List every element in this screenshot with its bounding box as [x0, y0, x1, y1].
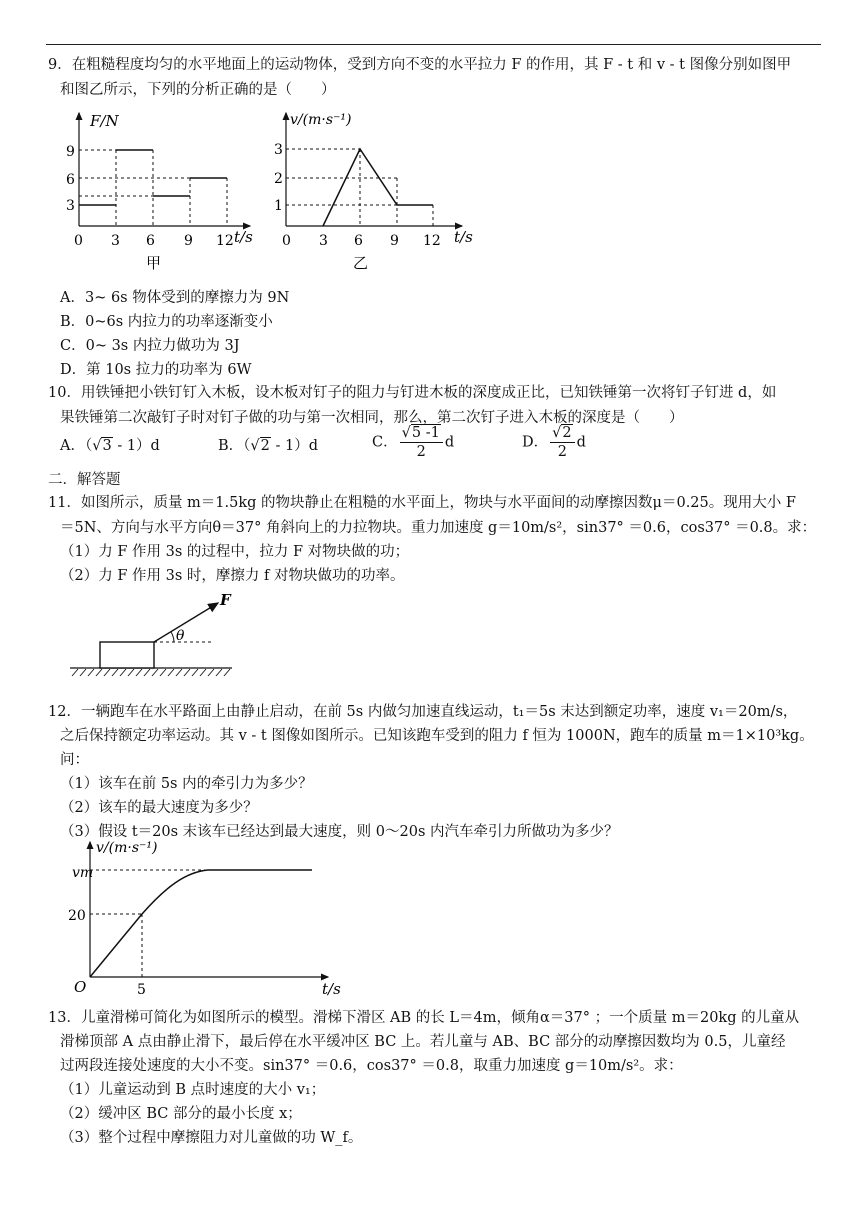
f-xtick-12: 12 [216, 233, 234, 249]
q12-sub1: （1）该车在前 5s 内的牵引力为多少？ [60, 776, 313, 792]
q10-stem-line1: 10．用铁锤把小铁钉钉入木板，设木板对钉子的阻力与钉进木板的深度成正比，已知铁锤第一次将钉子钉进 d，如 [48, 385, 777, 401]
q12-velocity-chart [60, 834, 360, 1004]
q9-stem-line1: 9．在粗糙程度均匀的水平地面上的运动物体，受到方向不变的水平拉力 F 的作用，其 F - t 和 v - t 图像分别如图甲 [48, 57, 792, 73]
v-line [323, 149, 433, 226]
q11-sub1: （1）力 F 作用 3s 的过程中，拉力 F 对物块做的功； [60, 544, 410, 560]
top-rule [46, 44, 821, 45]
q12-stem-line3: 问： [60, 752, 89, 768]
f-chart-ylabel: F/N [90, 112, 119, 130]
q9-velocity-time-chart [270, 108, 490, 283]
q10-option-a: A．（√3 - 1）d [60, 438, 160, 454]
q11-stem-line2: ＝5N、方向与水平方向θ＝37° 角斜向上的力拉物块。重力加速度 g＝10m/s²，sin37° ＝0.6，cos37° ＝0.8。求： [60, 520, 817, 536]
f-ytick-3: 3 [66, 198, 75, 214]
q13-stem-line3: 过两段连接处速度的大小不变。sin37° ＝0.6，cos37° ＝0.8，取重力加速度 g＝10m/s²。求： [60, 1058, 683, 1074]
q10-option-b: B．（√2 - 1）d [218, 438, 319, 454]
q12-sub2: （2）该车的最大速度为多少？ [60, 800, 258, 816]
q12-curve [90, 870, 312, 977]
q10-stem-line2: 果铁锤第二次敲钉子时对钉子做的功与第一次相同，那么，第二次钉子进入木板的深度是（ ） [60, 410, 684, 426]
q12-ylabel: v/(m·s⁻¹) [96, 840, 158, 856]
q12-y20: 20 [68, 908, 86, 924]
q11-block-figure [60, 590, 240, 680]
f-chart-xlabel: t/s [234, 228, 253, 246]
q12-sub3: （3）假设 t＝20s 末该车已经达到最大速度，则 0～20s 内汽车牵引力所做功为多少？ [60, 824, 619, 840]
v-xtick-3: 3 [319, 233, 328, 249]
q9-option-b: B．0~6s 内拉力的功率逐渐变小 [60, 314, 273, 330]
q9-option-c: C．0~ 3s 内拉力做功为 3J [60, 338, 240, 354]
f-xtick-0: 0 [74, 233, 83, 249]
q13-sub1: （1）儿童运动到 B 点时速度的大小 v₁； [60, 1082, 326, 1098]
q12-xlabel: t/s [322, 980, 341, 998]
f-xtick-6: 6 [146, 233, 155, 249]
q12-vm-label: vm [72, 865, 94, 881]
v-xtick-6: 6 [354, 233, 363, 249]
q9-option-a: A．3~ 6s 物体受到的摩擦力为 9N [60, 290, 290, 306]
v-ytick-3: 3 [274, 142, 283, 158]
q10-option-d: D． $\frac{√2}{2}$ d [522, 425, 586, 460]
force-arrow [154, 603, 218, 642]
q11-stem-line1: 11．如图所示，质量 m＝1.5kg 的物块静止在粗糙的水平面上，物块与水平面间的动摩擦因数μ＝0.25。现用大小 F [48, 495, 796, 511]
v-xtick-9: 9 [390, 233, 399, 249]
f-xtick-9: 9 [184, 233, 193, 249]
q13-sub2: （2）缓冲区 BC 部分的最小长度 x； [60, 1106, 302, 1122]
v-xtick-0: 0 [282, 233, 291, 249]
v-ytick-1: 1 [274, 198, 283, 214]
q12-stem-line2: 之后保持额定功率运动。其 v - t 图像如图所示。已知该跑车受到的阻力 f 恒为 1000N，跑车的质量 m＝1×10³kg。 [60, 728, 814, 744]
force-label: F [220, 591, 231, 609]
q13-sub3: （3）整个过程中摩擦阻力对儿童做的功 W_f。 [60, 1130, 363, 1146]
v-xtick-12: 12 [423, 233, 441, 249]
v-chart-ylabel: v/(m·s⁻¹) [290, 112, 352, 128]
v-chart-xlabel: t/s [454, 228, 473, 246]
q9-stem-line2: 和图乙所示，下列的分析正确的是（ ） [60, 82, 336, 98]
block [100, 642, 154, 668]
v-ytick-2: 2 [274, 171, 283, 187]
q12-x5: 5 [137, 982, 146, 998]
f-xtick-3: 3 [111, 233, 120, 249]
q10-option-c: C． $\frac{√5 -1}{2}$ d [372, 425, 455, 460]
f-ytick-9: 9 [66, 144, 75, 160]
f-ytick-6: 6 [66, 172, 75, 188]
theta-label: θ [176, 628, 185, 644]
q13-stem-line2: 滑梯顶部 A 点由静止滑下，最后停在水平缓冲区 BC 上。若儿童与 AB、BC 部分的动摩擦因数均为 0.5，儿童经 [60, 1034, 786, 1050]
q11-sub2: （2）力 F 作用 3s 时，摩擦力 f 对物块做功的功率。 [60, 568, 405, 584]
f-chart-caption: 甲 [146, 254, 162, 272]
q12-stem-line1: 12．一辆跑车在水平路面上由静止启动，在前 5s 内做匀加速直线运动，t₁＝5s 末达到额定功率，速度 v₁＝20m/s， [48, 704, 798, 720]
q12-origin: O [74, 978, 87, 996]
q13-stem-line1: 13．儿童滑梯可简化为如图所示的模型。滑梯下滑区 AB 的长 L＝4m，倾角α＝37° ；一个质量 m＝20kg 的儿童从 [48, 1010, 800, 1026]
q9-option-d: D．第 10s 拉力的功率为 6W [60, 362, 252, 378]
q9-force-time-chart [60, 108, 275, 283]
v-chart-caption: 乙 [353, 254, 369, 272]
section-heading: 二．解答题 [48, 472, 121, 488]
